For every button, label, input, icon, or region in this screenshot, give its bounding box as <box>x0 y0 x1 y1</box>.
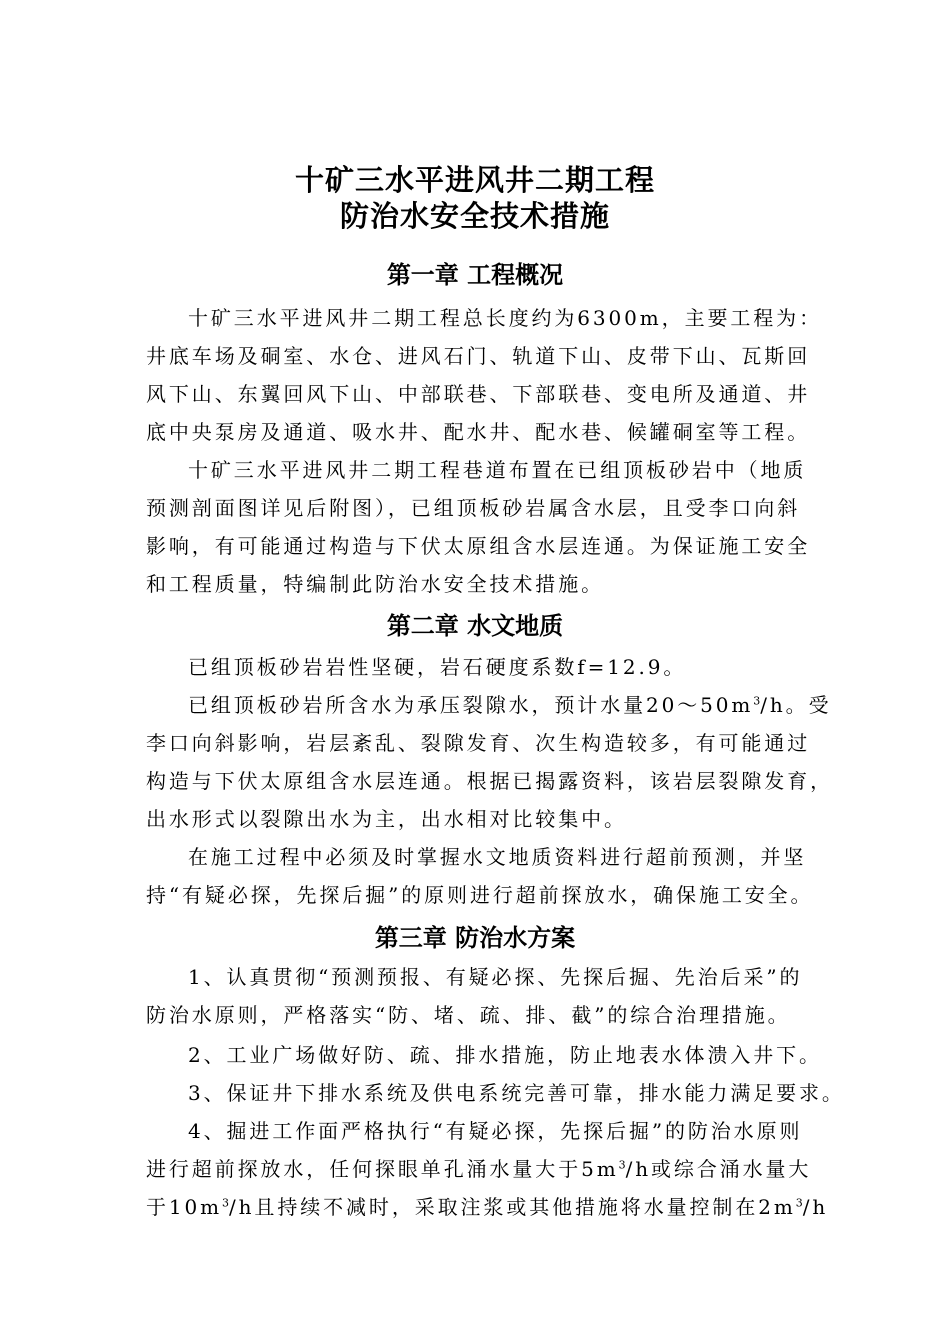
paragraph-line: 十矿三水平进风井二期工程巷道布置在已组顶板砂岩中（地质 <box>188 458 807 482</box>
paragraph-line: 4、掘进工作面严格执行“有疑必探，先探后掘”的防治水原则 <box>188 1119 803 1143</box>
paragraph-line: 在施工过程中必须及时掌握水文地质资料进行超前预测，并坚 <box>188 845 807 869</box>
paragraph-line: 李口向斜影响，岩层紊乱、裂隙发育、次生构造较多，有可能通过 <box>146 731 811 755</box>
text-segment: /h。受 <box>760 693 832 717</box>
paragraph-line: 井底车场及硐室、水仓、进风石门、轨道下山、皮带下山、瓦斯回 <box>146 344 811 368</box>
chapter-2-heading: 第二章 水文地质 <box>386 612 564 640</box>
paragraph-line: 影响，有可能通过构造与下伏太原组含水层连通。为保证施工安全 <box>146 534 811 558</box>
paragraph-line: 已组顶板砂岩岩性坚硬，岩石硬度系数f=12.9。 <box>188 655 687 679</box>
superscript: 3 <box>753 694 761 708</box>
chapter-1-heading: 第一章 工程概况 <box>386 261 564 289</box>
paragraph-line <box>146 1154 826 1184</box>
paragraph-line: 十矿三水平进风井二期工程总长度约为6300m，主要工程为： <box>188 306 822 330</box>
paragraph-line <box>188 690 832 720</box>
superscript: 3 <box>222 1196 230 1210</box>
text-segment: 于10m <box>146 1195 223 1219</box>
paragraph-line: 防治水原则，严格落实“防、堵、疏、排、截”的综合治理措施。 <box>146 1003 791 1027</box>
document-title-line-1: 十矿三水平进风井二期工程 <box>294 163 655 197</box>
paragraph-line: 3、保证井下排水系统及供电系统完善可靠，排水能力满足要求。 <box>188 1081 845 1105</box>
superscript: 3 <box>618 1158 626 1172</box>
paragraph-line: 出水形式以裂隙出水为主，出水相对比较集中。 <box>146 807 627 831</box>
paragraph-line: 和工程质量，特编制此防治水安全技术措施。 <box>146 572 604 596</box>
paragraph-line: 底中央泵房及通道、吸水井、配水井、配水巷、候罐硐室等工程。 <box>146 420 811 444</box>
text-segment: 已组顶板砂岩所含水为承压裂隙水，预计水量20～50m <box>188 693 754 717</box>
text-segment: /h或综合涌水量大 <box>625 1157 812 1181</box>
paragraph-line: 2、工业广场做好防、疏、排水措施，防止地表水体溃入井下。 <box>188 1043 822 1067</box>
paragraph-line: 构造与下伏太原组含水层连通。根据已揭露资料，该岩层裂隙发育， <box>146 769 833 793</box>
paragraph-line: 1、认真贯彻“预测预报、有疑必探、先探后掘、先治后采”的 <box>188 965 803 989</box>
chapter-3-heading: 第三章 防治水方案 <box>374 924 576 952</box>
document-title-line-2: 防治水安全技术措施 <box>339 199 610 233</box>
text-segment: /h且持续不减时，采取注浆或其他措施将水量控制在2m <box>229 1195 796 1219</box>
paragraph-line <box>146 1192 829 1222</box>
paragraph-line: 预测剖面图详见后附图），已组顶板砂岩属含水层，且受李口向斜 <box>146 496 801 520</box>
superscript: 3 <box>795 1196 803 1210</box>
paragraph-line: 持“有疑必探，先探后掘”的原则进行超前探放水，确保施工安全。 <box>146 883 814 907</box>
text-segment: /h <box>802 1195 829 1219</box>
text-segment: 进行超前探放水，任何探眼单孔涌水量大于5m <box>146 1157 619 1181</box>
paragraph-line: 风下山、东翼回风下山、中部联巷、下部联巷、变电所及通道、井 <box>146 382 811 406</box>
